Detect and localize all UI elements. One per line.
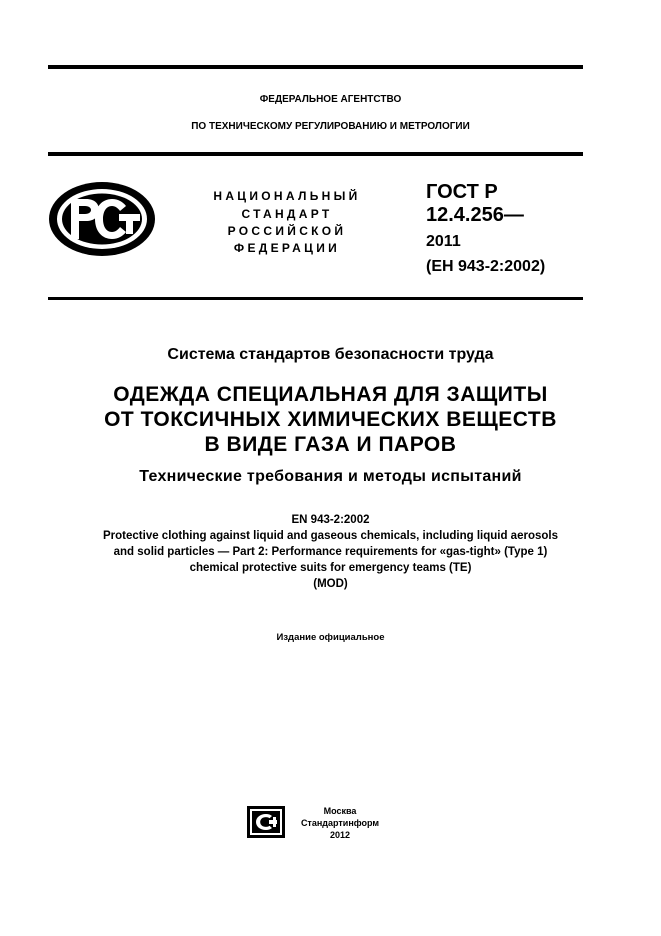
- publisher-city: Москва: [323, 806, 357, 816]
- agency-line-1: ФЕДЕРАЛЬНОЕ АГЕНТСТВО: [259, 94, 402, 105]
- en-line-3: chemical protective suits for emergency teams (TE): [189, 562, 472, 574]
- main-title-line-1: ОДЕЖДА СПЕЦИАЛЬНАЯ ДЛЯ ЗАЩИТЫ: [113, 383, 548, 406]
- gost-code-en: (ЕН 943-2:2002): [426, 258, 546, 275]
- system-title: Система стандартов безопасности труда: [167, 346, 494, 363]
- header-rule: [48, 152, 583, 156]
- en-line-4: (MOD): [313, 578, 348, 590]
- publisher-year: 2012: [329, 830, 351, 840]
- gost-code-line-2: 12.4.256—: [426, 204, 524, 226]
- gost-code-year: 2011: [426, 233, 461, 250]
- national-line-1: НАЦИОНАЛЬНЫЙ: [213, 189, 361, 203]
- en-line-2: and solid particles — Part 2: Performance requirements for «gas-tight» (Type 1): [113, 546, 548, 558]
- top-rule: [48, 65, 583, 69]
- standard-rule: [48, 297, 583, 300]
- national-line-4: ФЕДЕРАЦИИ: [233, 241, 341, 255]
- en-line-1: Protective clothing against liquid and gaseous chemicals, including liquid aerosols: [103, 530, 558, 542]
- subtitle: Технические требования и методы испытаний: [139, 468, 522, 485]
- national-line-2: СТАНДАРТ: [241, 207, 333, 221]
- en-code: EN 943-2:2002: [291, 514, 370, 526]
- rst-logo-icon: [48, 181, 156, 257]
- standartinform-logo-icon: [247, 806, 285, 838]
- agency-line-2: ПО ТЕХНИЧЕСКОМУ РЕГУЛИРОВАНИЮ И МЕТРОЛОГИИ: [191, 121, 470, 132]
- main-title-line-2: ОТ ТОКСИЧНЫХ ХИМИЧЕСКИХ ВЕЩЕСТВ: [104, 408, 557, 431]
- publisher-name: Стандартинформ: [300, 818, 380, 828]
- edition-label: Издание официальное: [276, 632, 385, 643]
- national-line-3: РОССИЙСКОЙ: [227, 224, 347, 238]
- gost-code-line-1: ГОСТ Р: [426, 181, 498, 203]
- main-title-line-3: В ВИДЕ ГАЗА И ПАРОВ: [204, 433, 457, 456]
